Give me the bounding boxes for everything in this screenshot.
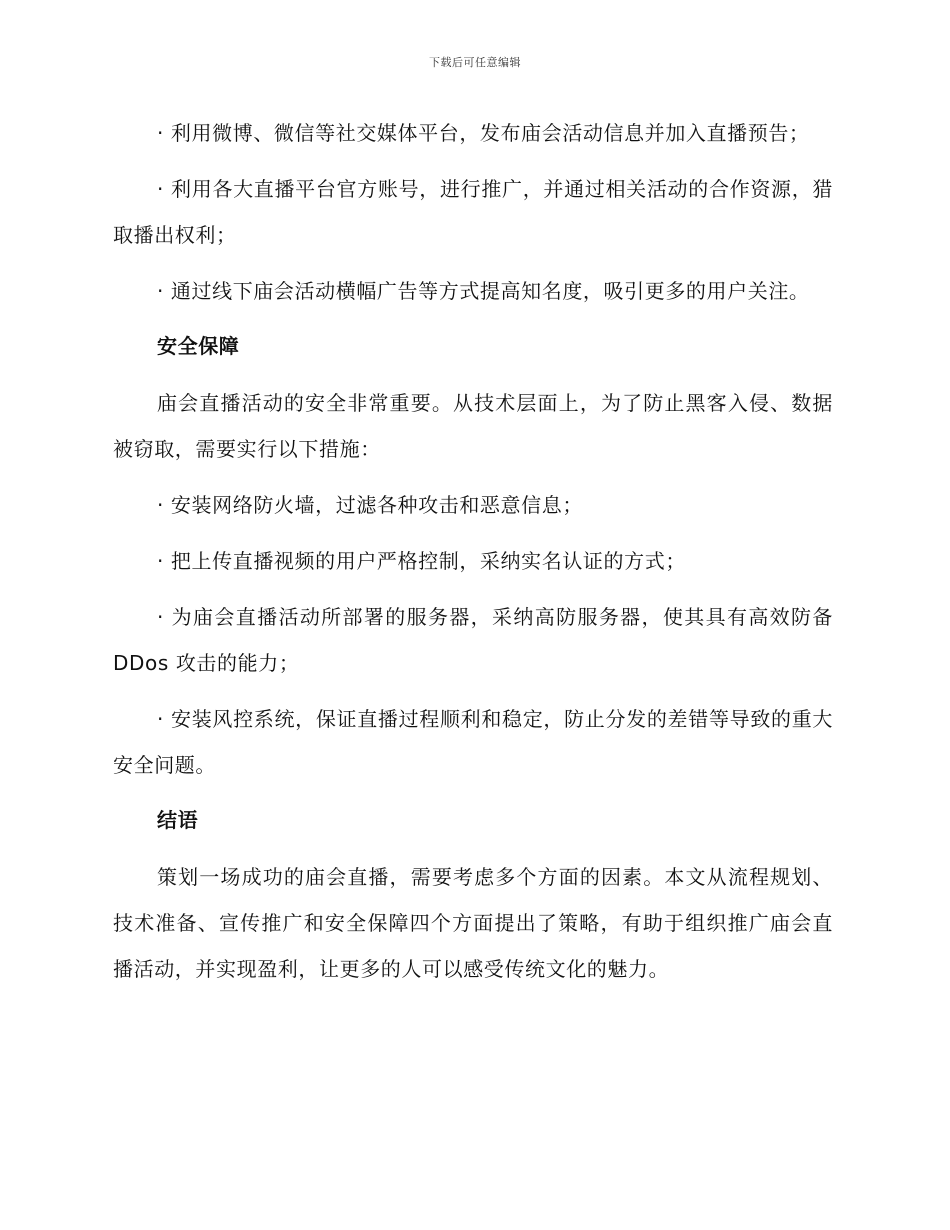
security-bullet-firewall: · 安装网络防火墙，过滤各种攻击和恶意信息； (157, 493, 583, 517)
promo-bullet-platform-accounts: · 利用各大直播平台官方账号，进行推广，并通过相关活动的合作资源，猎取播出权利； (113, 177, 833, 247)
page-header-note: 下载后可任意编辑 (429, 56, 521, 69)
promo-bullet-offline-banners: · 通过线下庙会活动横幅广告等方式提高知名度，吸引更多的用户关注。 (157, 279, 810, 303)
document-body (113, 110, 833, 1002)
security-bullet-real-name: · 把上传直播视频的用户严格控制，采纳实名认证的方式； (157, 549, 686, 573)
promo-bullet-social-media: · 利用微博、微信等社交媒体平台，发布庙会活动信息并加入直播预告； (157, 121, 810, 145)
security-bullet-risk-control: · 安装风控系统，保证直播过程顺利和稳定，防止分发的差错等导致的重大安全问题。 (113, 707, 833, 777)
security-intro-paragraph: 庙会直播活动的安全非常重要。从技术层面上，为了防止黑客入侵、数据被窃取，需要实行以下措施： (113, 391, 833, 461)
security-bullet-ddos: · 为庙会直播活动所部署的服务器，采纳高防服务器，使其具有高效防备 DDos 攻击的能力； (113, 605, 833, 675)
section-heading-security: 安全保障 (157, 334, 240, 358)
section-heading-conclusion: 结语 (157, 808, 199, 832)
conclusion-paragraph: 策划一场成功的庙会直播，需要考虑多个方面的因素。本文从流程规划、技术准备、宣传推广和安全保障四个方面提出了策略，有助于组织推广庙会直播活动，并实现盈利，让更多的人可以感受传统文化的魅力。 (113, 865, 833, 981)
